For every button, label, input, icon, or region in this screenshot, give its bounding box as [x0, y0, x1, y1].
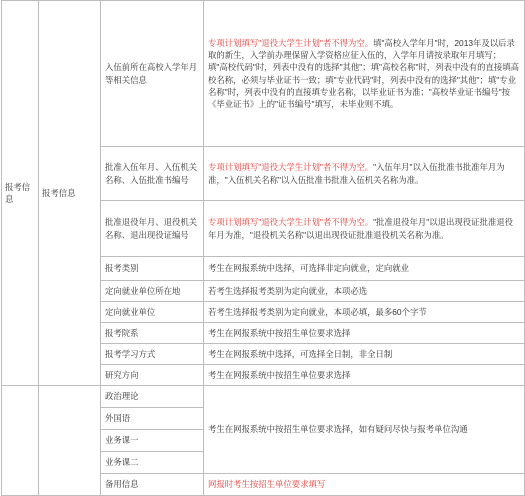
row-desc-cell — [204, 147, 525, 201]
subsection-cell — [39, 1, 101, 386]
required-note: 专项计划填写"退役大学生计划"者不得为空。 — [208, 37, 374, 48]
row-label: 报考院系 — [105, 327, 139, 338]
row-label: 批准退役年月、退役机关名称、退出现役证编号 — [105, 217, 198, 240]
row-desc-cell — [204, 323, 525, 344]
row-desc-cell — [204, 365, 525, 386]
empty-cell — [2, 430, 39, 452]
row-desc-cell — [204, 201, 525, 257]
row-label: 批准入伍年月、入伍机关名称、入伍批准书编号 — [105, 162, 198, 185]
row-desc-cell — [204, 257, 525, 281]
required-note: 专项计划填写"退役大学生计划"者不得为空。 — [208, 217, 374, 228]
exam-subject-label: 外国语 — [105, 413, 131, 424]
table-row — [2, 1, 525, 147]
required-note: 专项计划填写"退役大学生计划"者不得为空。 — [208, 162, 374, 173]
empty-cell — [2, 452, 39, 474]
row-label-cell — [101, 344, 204, 365]
row-label: 定向就业单位 — [105, 306, 156, 317]
empty-cell — [39, 474, 101, 496]
required-note: 网报时考生按招生单位要求填写 — [208, 479, 326, 490]
row-label: 报考学习方式 — [105, 348, 156, 359]
row-label-cell — [101, 365, 204, 386]
row-desc-cell — [204, 1, 525, 147]
table-row — [2, 386, 525, 408]
section-cell — [2, 1, 39, 386]
row-label: 备用信息 — [105, 479, 139, 490]
row-label-cell — [101, 257, 204, 281]
row-desc: 若考生选择报考类别为定向就业，本项必选 — [208, 285, 368, 296]
section-label: 报考信息 — [5, 181, 31, 204]
empty-cell — [39, 386, 101, 408]
row-desc: 考生在网报系统中按招生单位要求选择 — [208, 327, 351, 338]
row-label-cell — [101, 281, 204, 302]
row-label-cell — [101, 452, 204, 474]
empty-cell — [2, 408, 39, 430]
exam-subject-label: 业务课二 — [105, 457, 139, 468]
exam-desc-cell — [204, 386, 525, 474]
row-desc: 填"高校入学年月"时，2013年及以后录取的新生，入学前办理保留入学资格应征入伍的，入学年月请按录取年月填写；填"高校代码"时，列表中没有的选择"其他"；填"高校名称"时，列表中没有的直接填高校名称，必须与毕业证书一致；填"专业代码"时，列表中没有的选择"其他"；填"专业名称"时，列表中没有的直接填专业名称，以毕业证书为准；"高校毕业证书编号"按《毕业证书》上的"证书编号"填写，未毕业则不填。 — [208, 37, 519, 109]
row-label-cell — [101, 1, 204, 147]
row-label-cell — [101, 386, 204, 408]
row-label: 报考类别 — [105, 263, 139, 274]
row-desc-cell — [204, 474, 525, 496]
empty-cell — [39, 408, 101, 430]
row-label: 入伍前所在高校入学年月等相关信息 — [105, 62, 198, 85]
empty-cell — [2, 474, 39, 496]
row-desc: 若考生选择报考类别为定向就业，本项必填，最多60个字节 — [208, 306, 427, 317]
row-desc: "批准退役年月"以退出现役证批准退役年月为准，"退役机关名称"以退出现役证批准退役机关名称为准。 — [208, 217, 514, 240]
info-table — [1, 0, 525, 496]
exam-desc: 考生在网报系统中按招生单位要求选择，如有疑问尽快与报考单位沟通 — [208, 424, 468, 435]
row-label-cell — [101, 201, 204, 257]
row-label-cell — [101, 147, 204, 201]
row-desc-cell — [204, 281, 525, 302]
table-row — [2, 474, 525, 496]
row-label-cell — [101, 323, 204, 344]
row-label: 定向就业单位所在地 — [105, 285, 181, 296]
exam-subject-label: 政治理论 — [105, 391, 139, 402]
subsection-label: 报考信息 — [42, 187, 76, 198]
empty-cell — [39, 452, 101, 474]
exam-subject-label: 业务课一 — [105, 435, 139, 446]
row-label-cell — [101, 474, 204, 496]
row-desc: 考生在网报系统中按招生单位要求选择 — [208, 369, 351, 380]
row-label-cell — [101, 430, 204, 452]
row-desc-cell — [204, 344, 525, 365]
row-desc-cell — [204, 302, 525, 323]
row-desc: "入伍年月"以入伍批准书批准年月为准，"入伍机关名称"以入伍批准书批准入伍机关名称为准。 — [208, 162, 505, 185]
empty-cell — [39, 430, 101, 452]
row-desc: 考生在网报系统中选择，可选择非定向就业，定向就业 — [208, 263, 409, 274]
row-label-cell — [101, 408, 204, 430]
row-desc: 考生在网报系统中选择，可选择全日制，非全日制 — [208, 348, 393, 359]
row-label-cell — [101, 302, 204, 323]
empty-cell — [2, 386, 39, 408]
row-label: 研究方向 — [105, 369, 139, 380]
